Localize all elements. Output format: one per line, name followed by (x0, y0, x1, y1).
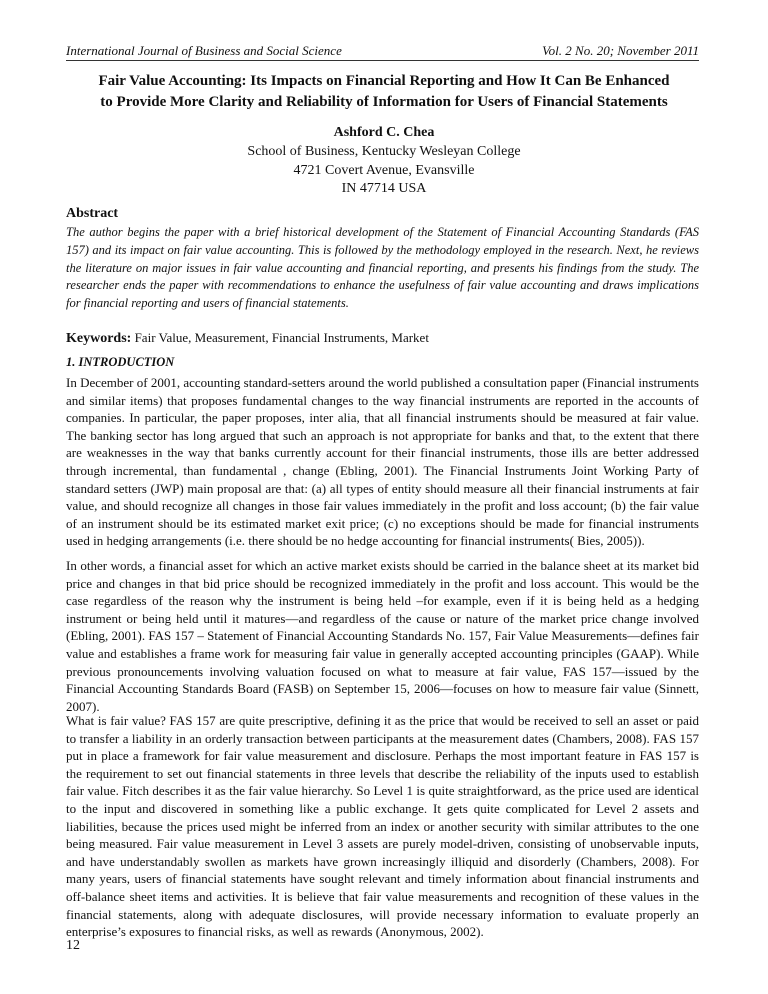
keywords-label: Keywords: (66, 331, 132, 346)
body-paragraph: What is fair value? FAS 157 are quite prescriptive, defining it as the price that would be received to sell an asset or paid to transfer a liability in an orderly transaction between participants at the measurement dates (Chambers, 2008). FAS 157 put in place a framework for fair value measurement and disclosure. Perhaps the most important feature in FAS 157 is the requirement to set out financial statements in three levels that describe the reliability of the inputs used to establish fair value. Fitch describes it as the fair value hierarchy. So Level 1 is quite straightforward, as the price used are identical to the input and discovered in something like a public exchange. It gets quite complicated for Level 2 assets and liabilities, because the prices used might be inferred from an index or another security with similar attributes to the one being measured. Fair value measurement in Level 3 assets are purely model-driven, consisting of unobservable inputs, and have understandably swollen as markets have grown increasingly illiquid and disorderly (Chambers, 2008). For many years, users of financial statements have sought relevant and timely information about financial instruments and off-balance sheet items and activities. It is believe that fair value measurements and recognition of these values in the financial statements, along with adequate disclosures, will provide necessary information to evaluate properly an enterprise’s exposures to financial risks, as well as rewards (Anonymous, 2002). (66, 713, 699, 940)
section-heading: 1. INTRODUCTION (66, 355, 175, 369)
body-paragraph: In December of 2001, accounting standard-setters around the world published a consultation paper (Financial instruments and similar items) that proposes fundamental changes to the way financial instruments are reported in the accounts of companies. In particular, the paper proposes, inter alia, that all financial instruments should be measured at fair value. The banking sector has long argued that such an approach is not appropriate for banks and that, to the extent that there are weaknesses in the way that banks currently account for their financial instruments, those ills are better addressed through incremental, than fundamental , change (Ebling, 2001). The Financial Instruments Joint Working Party of standard setters (JWP) main proposal are that: (a) all types of entity should measure all their financial instruments at fair value, and should recognize all changes in those fair values immediately in the profit and loss account; (b) the fair value of an instrument should be its estimated market exit price; (c) no exceptions should be made for financial instruments used in hedging arrangements (i.e. there should be no hedge accounting for financial instruments( Bies, 2005)). (66, 375, 699, 549)
abstract-heading: Abstract (66, 206, 119, 221)
issue-info: Vol. 2 No. 20; November 2011 (542, 43, 699, 58)
title-line: to Provide More Clarity and Reliability of Information for Users of Financial Statements (100, 94, 668, 110)
author-affiliation: School of Business, Kentucky Wesleyan College (247, 144, 521, 159)
abstract-text: The author begins the paper with a brief historical development of the Statement of Financial Accounting Standards (FAS 157) and its impact on fair value accounting. This is followed by the methodology employed in the research. Next, he reviews the literature on major issues in fair value accounting and financial reporting, and presents his findings from the study. The researcher ends the paper with recommendations to enhance the usefulness of fair value accounting and draws implications for financial reporting and users of financial statements. (66, 225, 699, 311)
journal-name: International Journal of Business and Social Science (66, 43, 342, 58)
paper-title (60, 71, 708, 113)
title-line: Fair Value Accounting: Its Impacts on Financial Reporting and How It Can Be Enhanced (98, 73, 670, 89)
body-paragraph: In other words, a financial asset for which an active market exists should be carried in the balance sheet at its market bid price and changes in that bid price should be recognized immediately in the profit and loss account. This would be the case regardless of the reason why the instrument is being held –for example, even if it is being held as a hedging instrument or being held until it matures—and regardless of the cause or nature of the market price change involved (Ebling, 2001). FAS 157 – Statement of Financial Accounting Standards No. 157, Fair Value Measurements—defines fair value and establishes a frame work for measuring fair value in generally accepted accounting principles (GAAP). While previous pronouncements involving valuation focused on what to measure at fair value, FAS 157—issued by the Financial Accounting Standards Board (FASB) on September 15, 2006—focuses on how to measure fair value (Sinnett, 2007). (66, 558, 699, 714)
running-header (66, 42, 699, 61)
author-city: IN 47714 USA (341, 181, 427, 196)
author-address: 4721 Covert Avenue, Evansville (293, 163, 475, 178)
author-name: Ashford C. Chea (333, 125, 435, 140)
page-number: 12 (66, 938, 80, 953)
keywords-text: Fair Value, Measurement, Financial Instruments, Market (134, 330, 429, 345)
keywords-line (66, 330, 699, 347)
